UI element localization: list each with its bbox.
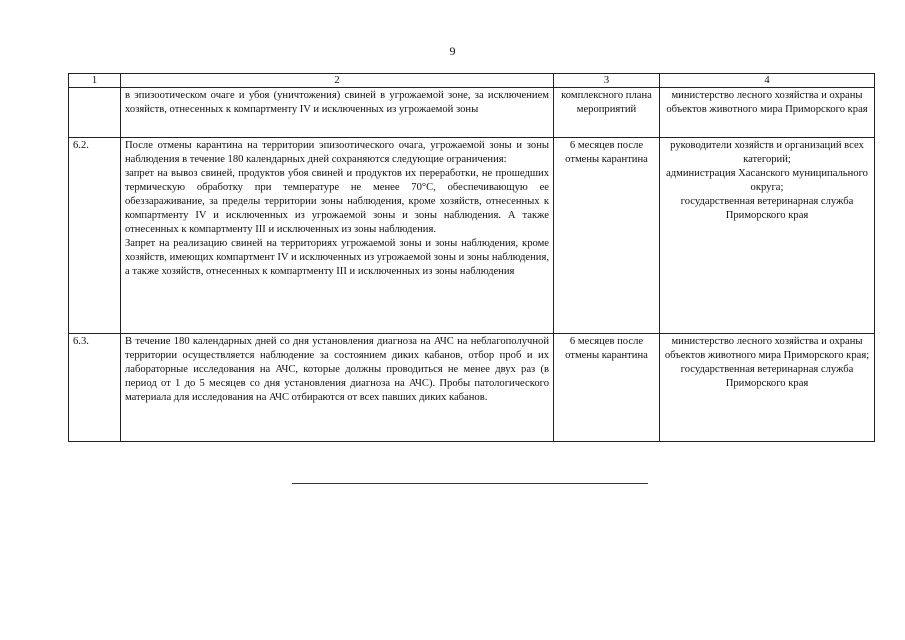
table-header-row bbox=[69, 74, 875, 88]
responsible-line: министерство лесного хозяйства и охраны объектов животного мира Приморского края; bbox=[664, 336, 870, 361]
column-header-1: 1 bbox=[69, 74, 121, 88]
measures-table bbox=[68, 73, 875, 442]
responsible-line: государственная ветеринарная служба Приморского края bbox=[680, 364, 854, 389]
measure-text: в эпизоотическом очаге и убоя (уничтожения) свиней в угрожаемой зоне, за исключением хозяйств, отнесенных к компартменту IV и исключенных из угрожаемой зоны bbox=[121, 88, 554, 138]
row-number bbox=[69, 88, 121, 138]
responsible-line: министерство лесного хозяйства и охраны объектов животного мира Приморского края bbox=[666, 90, 868, 115]
column-header-4: 4 bbox=[660, 74, 875, 88]
row-number: 6.2. bbox=[69, 138, 121, 334]
term-cell: 6 месяцев после отмены карантина bbox=[554, 334, 660, 442]
measure-text: В течение 180 календарных дней со дня установления диагноза на АЧС на неблагополучной территории осуществляется наблюдение за состоянием диких кабанов, отбор проб и их лабораторные исследования на АЧС, которые должны проводиться не менее двух раз (в период от 1 до 5 месяцев со дня установления диагноза на АЧС). Пробы патологического материала для исследования на АЧС отбираются от всех павших диких кабанов. bbox=[121, 334, 554, 442]
measure-paragraph: Запрет на реализацию свиней на территориях угрожаемой зоны и зоны наблюдения, кроме хозяйств, имеющих компартмент IV и исключенных из угрожаемой зоны и зоны наблюдения, а также хозяйств, отнесенных к компартменту III и исключенных из зоны наблюдения bbox=[125, 238, 549, 277]
closing-rule bbox=[292, 483, 648, 484]
term-cell: 6 месяцев после отмены карантина bbox=[554, 138, 660, 334]
column-header-3: 3 bbox=[554, 74, 660, 88]
table-row bbox=[69, 88, 875, 138]
responsible-line: руководители хозяйств и организаций всех категорий; bbox=[670, 140, 864, 165]
measure-intro: После отмены карантина на территории эпизоотического очага, угрожаемой зоны и зоны наблюдения в течение 180 календарных дней сохраняются следующие ограничения: bbox=[125, 140, 549, 165]
responsible-line: администрация Хасанского муниципального округа; bbox=[666, 168, 868, 193]
column-header-2: 2 bbox=[121, 74, 554, 88]
row-number: 6.3. bbox=[69, 334, 121, 442]
measure-paragraph: запрет на вывоз свиней, продуктов убоя свиней и продуктов их переработки, не прошедших термическую обработку при температуре не менее 70°С, обеспечивающую ее обеззараживание, за пределы территории зоны наблюдения, кроме хозяйств, отнесенных к компартменту IV и исключенных из угрожаемой зоны и зоны наблюдения. А также отнесенных к компартменту III и исключенных из зоны наблюдения. bbox=[125, 168, 549, 235]
responsible-cell bbox=[660, 334, 875, 442]
term-cell: комплексного плана мероприятий bbox=[554, 88, 660, 138]
responsible-cell bbox=[660, 138, 875, 334]
table-row bbox=[69, 138, 875, 334]
table-row bbox=[69, 334, 875, 442]
page-number: 9 bbox=[449, 44, 456, 58]
measure-text bbox=[121, 138, 554, 334]
responsible-line: государственная ветеринарная служба Приморского края bbox=[680, 196, 854, 221]
responsible-cell bbox=[660, 88, 875, 138]
